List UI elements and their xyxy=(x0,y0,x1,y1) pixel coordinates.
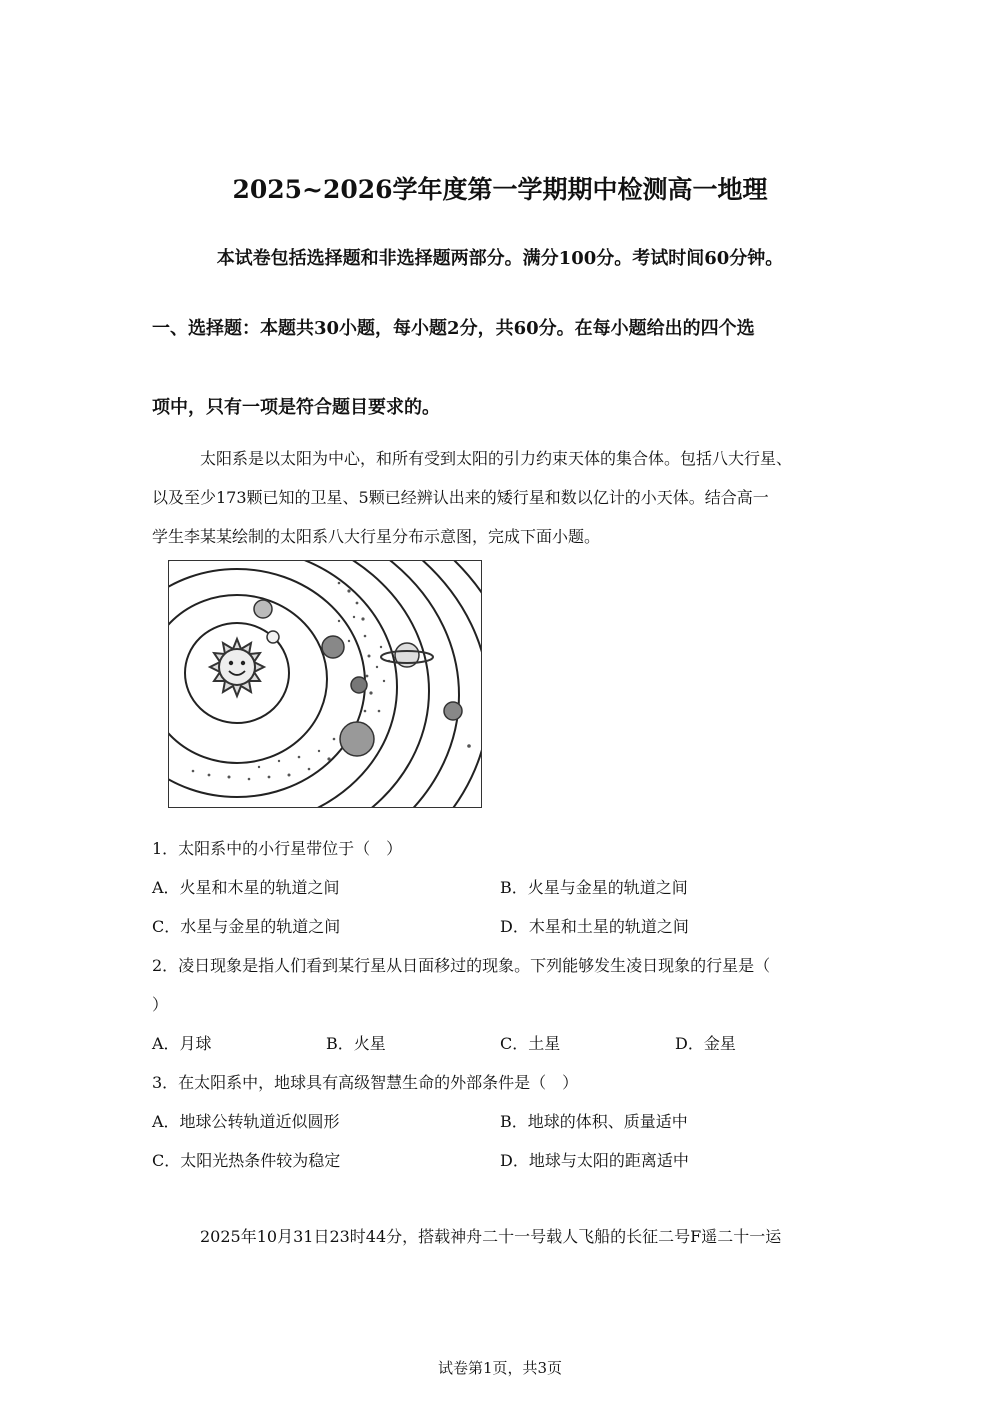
section-heading-line2: 项中，只有一项是符合题目要求的。 xyxy=(152,397,440,418)
question-3-option-d[interactable]: D．地球与太阳的距离适中 xyxy=(500,1151,689,1170)
question-1-option-d[interactable]: D．木星和土星的轨道之间 xyxy=(500,917,689,936)
exam-intro: 本试卷包括选择题和非选择题两部分。满分100分。考试时间60分钟。 xyxy=(216,248,784,269)
planet-neptune-icon xyxy=(444,702,462,720)
sun-icon xyxy=(210,639,264,696)
planet-venus-icon xyxy=(254,600,272,618)
question-2-option-c[interactable]: C．土星 xyxy=(500,1034,561,1053)
planet-jupiter-icon xyxy=(340,722,374,756)
question-2-option-d[interactable]: D．金星 xyxy=(675,1034,736,1053)
planet-mars-icon xyxy=(322,636,344,658)
question-3-stem: 3．在太阳系中，地球具有高级智慧生命的外部条件是（ ） xyxy=(152,1073,579,1092)
question-3-option-a[interactable]: A．地球公转轨道近似圆形 xyxy=(152,1112,340,1131)
passage1-line1: 太阳系是以太阳为中心，和所有受到太阳的引力约束天体的集合体。包括八大行星、 xyxy=(200,449,793,468)
orbit-5 xyxy=(169,561,429,807)
question-1-option-b[interactable]: B．火星与金星的轨道之间 xyxy=(500,878,688,897)
solar-system-drawing xyxy=(169,561,481,807)
question-3-option-b[interactable]: B．地球的体积、质量适中 xyxy=(500,1112,688,1131)
question-1-stem: 1．太阳系中的小行星带位于（ ） xyxy=(152,839,403,858)
planet-earth-icon xyxy=(351,677,367,693)
question-1-option-c[interactable]: C．水星与金星的轨道之间 xyxy=(152,917,341,936)
question-2-option-a[interactable]: A．月球 xyxy=(152,1034,212,1053)
question-2-option-b[interactable]: B．火星 xyxy=(326,1034,386,1053)
section-heading-line1: 一、选择题：本题共30小题，每小题2分，共60分。在每小题给出的四个选 xyxy=(152,318,755,339)
solar-system-figure xyxy=(168,560,482,808)
question-2-stem-cont: ） xyxy=(152,995,169,1014)
planet-mercury-icon xyxy=(267,631,279,643)
question-3-option-c[interactable]: C．太阳光热条件较为稳定 xyxy=(152,1151,341,1170)
passage1-line3: 学生李某某绘制的太阳系八大行星分布示意图，完成下面小题。 xyxy=(152,527,601,546)
passage2-line1: 2025年10月31日23时44分，搭载神舟二十一号载人飞船的长征二号F遥二十一运 xyxy=(200,1227,782,1246)
question-1-option-a[interactable]: A．火星和木星的轨道之间 xyxy=(152,878,340,897)
page-title: 2025~2026学年度第一学期期中检测高一地理 xyxy=(232,175,768,204)
page-footer: 试卷第1页，共3页 xyxy=(437,1359,563,1377)
question-2-stem: 2．凌日现象是指人们看到某行星从日面移过的现象。下列能够发生凌日现象的行星是（ xyxy=(152,956,771,975)
passage1-line2: 以及至少173颗已知的卫星、5颗已经辨认出来的矮行星和数以亿计的小天体。结合高一 xyxy=(152,488,769,507)
